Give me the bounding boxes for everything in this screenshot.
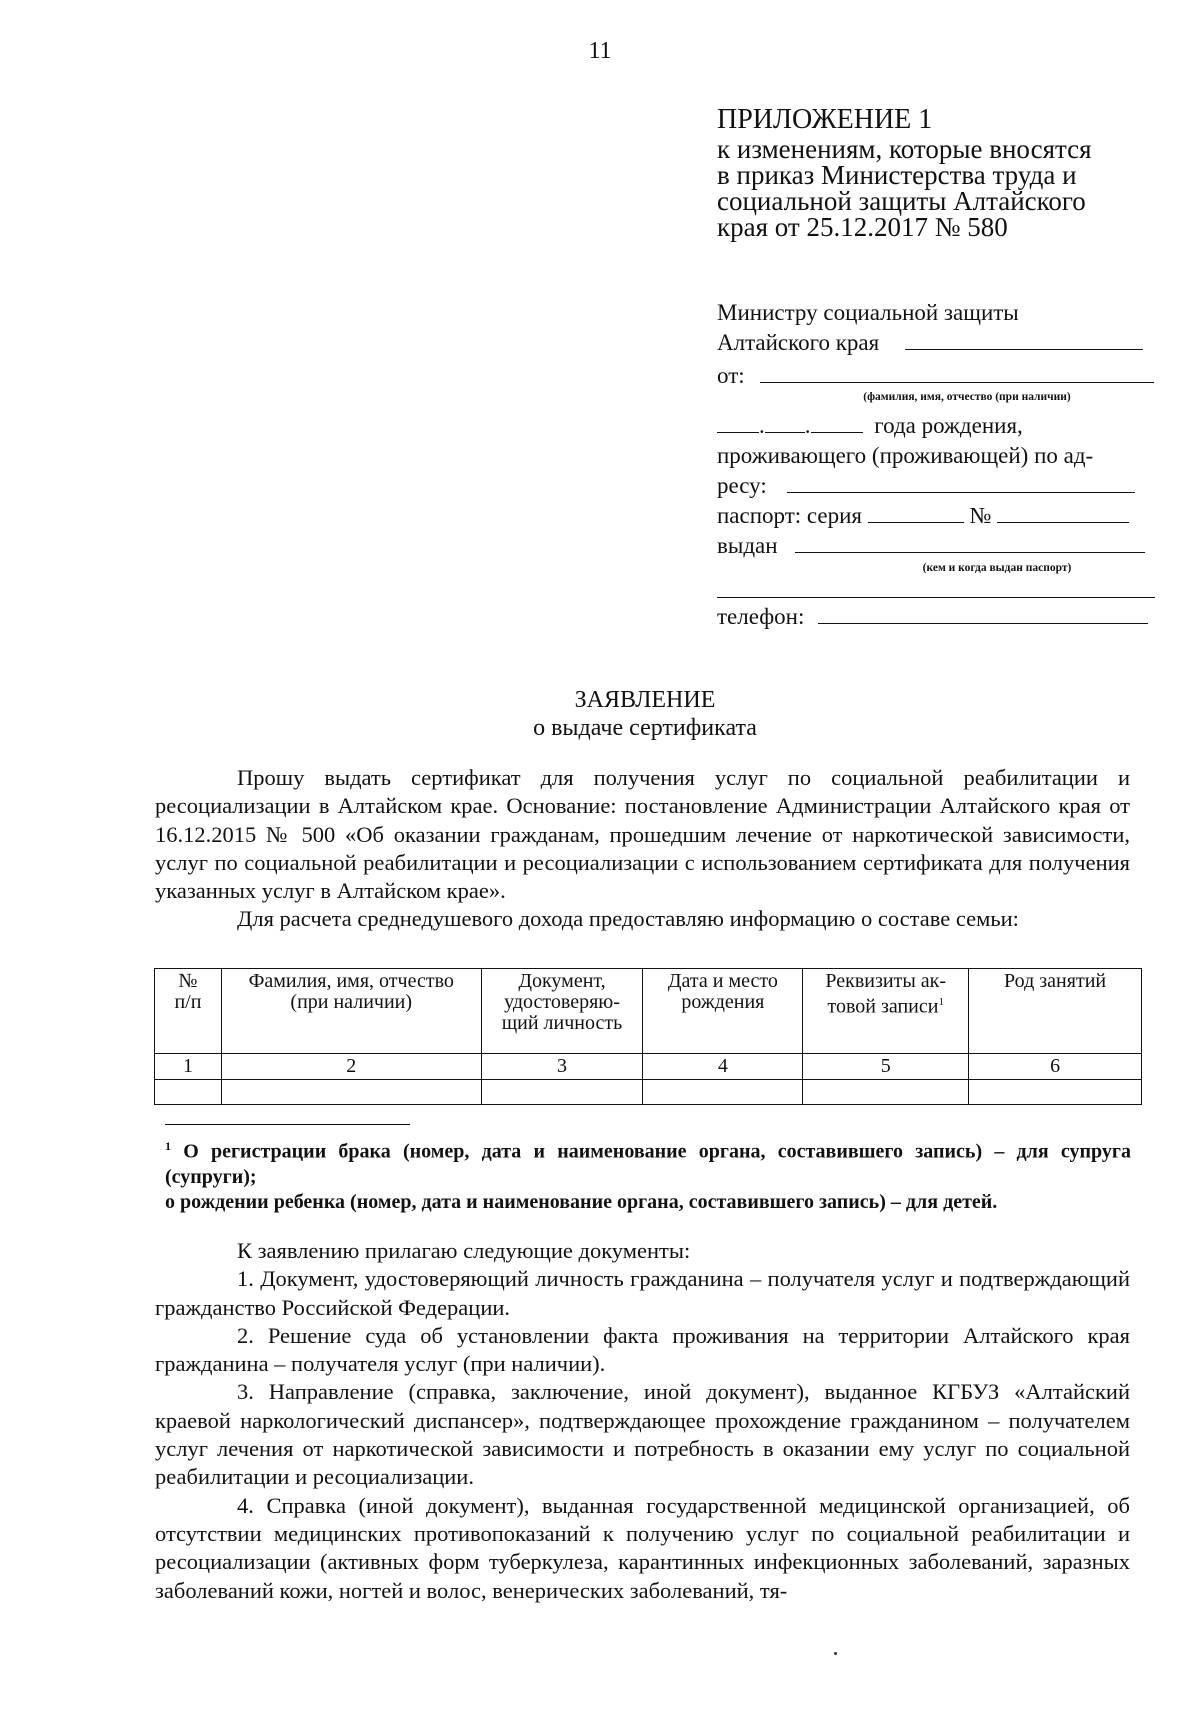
from-label: от: <box>717 363 745 388</box>
footnote-mark: 1 <box>165 1139 171 1153</box>
table-cell[interactable] <box>803 1080 969 1105</box>
statement-paragraph: Для расчета среднедушевого дохода предоставляю информацию о составе семьи: <box>237 906 1019 932</box>
addressee-line2: Алтайского края <box>717 330 880 355</box>
issued-field[interactable] <box>795 534 1145 553</box>
documents-list <box>155 1237 1130 1605</box>
table-cell[interactable] <box>643 1080 803 1105</box>
footnote-separator <box>165 1124 410 1125</box>
table-cell[interactable] <box>969 1080 1142 1105</box>
table-header-cell: Род занятий <box>969 969 1142 1054</box>
family-table <box>154 968 1142 1105</box>
phone-field[interactable] <box>818 605 1148 624</box>
table-number-cell: 1 <box>155 1054 222 1080</box>
appendix-block <box>717 104 1157 240</box>
table-number-cell: 6 <box>969 1054 1142 1080</box>
table-header-cell: Реквизиты ак- товой записи$^1$ <box>803 969 969 1054</box>
addressee-blank[interactable] <box>905 331 1143 350</box>
residing-line: проживающего (проживающей) по ад- <box>717 443 1094 468</box>
passport-series-label: паспорт: серия <box>717 503 863 528</box>
statement-heading <box>0 686 1200 742</box>
birth-separator: . <box>759 413 765 438</box>
birth-separator: . <box>804 413 811 438</box>
table-header-cell: Документ, удостоверяю- щий личность <box>481 969 643 1054</box>
statement-body <box>155 764 1130 934</box>
statement-subtitle: о выдаче сертификата <box>533 715 757 741</box>
documents-intro: К заявлению прилагаю следующие документы: <box>237 1238 691 1263</box>
footnote-text: о рождении ребенка (номер, дата и наименование органа, составившего запись) – для детей. <box>165 1190 998 1213</box>
issued-field-continued[interactable] <box>717 579 1155 598</box>
residing-line: ресу: <box>717 473 767 498</box>
fio-caption: (фамилия, имя, отчество (при наличии) <box>863 391 1071 403</box>
statement-paragraph: Прошу выдать сертификат для получения услуг по социальной реабилитации и ресоциализации в Алтайском крае. Основание: постановление Администрации Алтайского края от 16.12.2015 № 500 «Об оказании гражданам, прошедшим лечение от наркотической зависимости, услуг по социальной реабилитации и ресоциализации с использованием сертификата для получения указанных услуг в Алтайском крае». <box>155 765 1130 904</box>
table-row <box>155 1080 1142 1105</box>
table-number-row <box>155 1054 1142 1080</box>
table-number-cell: 5 <box>803 1054 969 1080</box>
documents-item: 1. Документ, удостоверяющий личность гражданина – получателя услуг и подтверждающий гражданство Российской Федерации. <box>155 1266 1130 1320</box>
footnote-text: О регистрации брака (номер, дата и наименование органа, составившего запись) – для супруга (супруги); <box>165 1140 1131 1188</box>
appendix-line: в приказ Министерства труда и <box>717 160 1077 190</box>
table-header-cell: № п/п <box>155 969 222 1054</box>
documents-item: 3. Направление (справка, заключение, иной документ), выданное КГБУЗ «Алтайский краевой наркологический диспансер», подтверждающее прохождение гражданином – получателем услуг лечения от наркотической зависимости и потребность в оказании ему услуг по социальной реабилитации и ресоциализации. <box>155 1379 1130 1490</box>
passport-series-field[interactable] <box>868 504 964 523</box>
passport-number-sign: № <box>969 503 992 528</box>
appendix-line: к изменениям, которые вносятся <box>717 134 1092 164</box>
table-cell[interactable] <box>221 1080 481 1105</box>
birth-label: года рождения, <box>874 413 1023 438</box>
documents-item: 2. Решение суда об установлении факта проживания на территории Алтайского края гражданина – получателя услуг (при наличии). <box>155 1322 1130 1377</box>
appendix-line: социальной защиты Алтайского <box>717 186 1086 216</box>
issued-caption: (кем и когда выдан паспорт) <box>922 562 1072 574</box>
passport-number-field[interactable] <box>997 504 1129 523</box>
table-header-row <box>155 969 1142 1054</box>
addressee-line1: Министру социальной защиты <box>717 300 1019 325</box>
table-header-cell: Фамилия, имя, отчество (при наличии) <box>221 969 481 1054</box>
birth-month-field[interactable] <box>765 414 805 433</box>
documents-item: 4. Справка (иной документ), выданная государственной медицинской организацией, об отсутствии медицинских противопоказаний к получению услуг по социальной реабилитации и ресоциализации (активных форм туберкулеза, карантинных инфекционных заболеваний, заразных заболеваний кожи, ногтей и волос, венерических заболеваний, тя- <box>155 1492 1130 1603</box>
issued-label: выдан <box>717 533 778 558</box>
scan-speck <box>834 1652 837 1655</box>
statement-title: ЗАЯВЛЕНИЕ <box>574 687 716 713</box>
birth-day-field[interactable] <box>717 414 759 433</box>
table-cell[interactable] <box>155 1080 222 1105</box>
appendix-line: края от 25.12.2017 № 580 <box>717 212 1008 242</box>
phone-label: телефон: <box>717 604 805 629</box>
table-number-cell: 3 <box>481 1054 643 1080</box>
table-number-cell: 2 <box>221 1054 481 1080</box>
address-field[interactable] <box>787 474 1135 493</box>
table-header-cell: Дата и место рождения <box>643 969 803 1054</box>
birth-year-field[interactable] <box>811 414 863 433</box>
footnote <box>165 1134 1131 1215</box>
appendix-title: ПРИЛОЖЕНИЕ 1 <box>717 104 933 135</box>
page-number: 11 <box>588 38 612 64</box>
table-cell[interactable] <box>481 1080 643 1105</box>
table-number-cell: 4 <box>643 1054 803 1080</box>
fio-field[interactable] <box>760 364 1154 383</box>
